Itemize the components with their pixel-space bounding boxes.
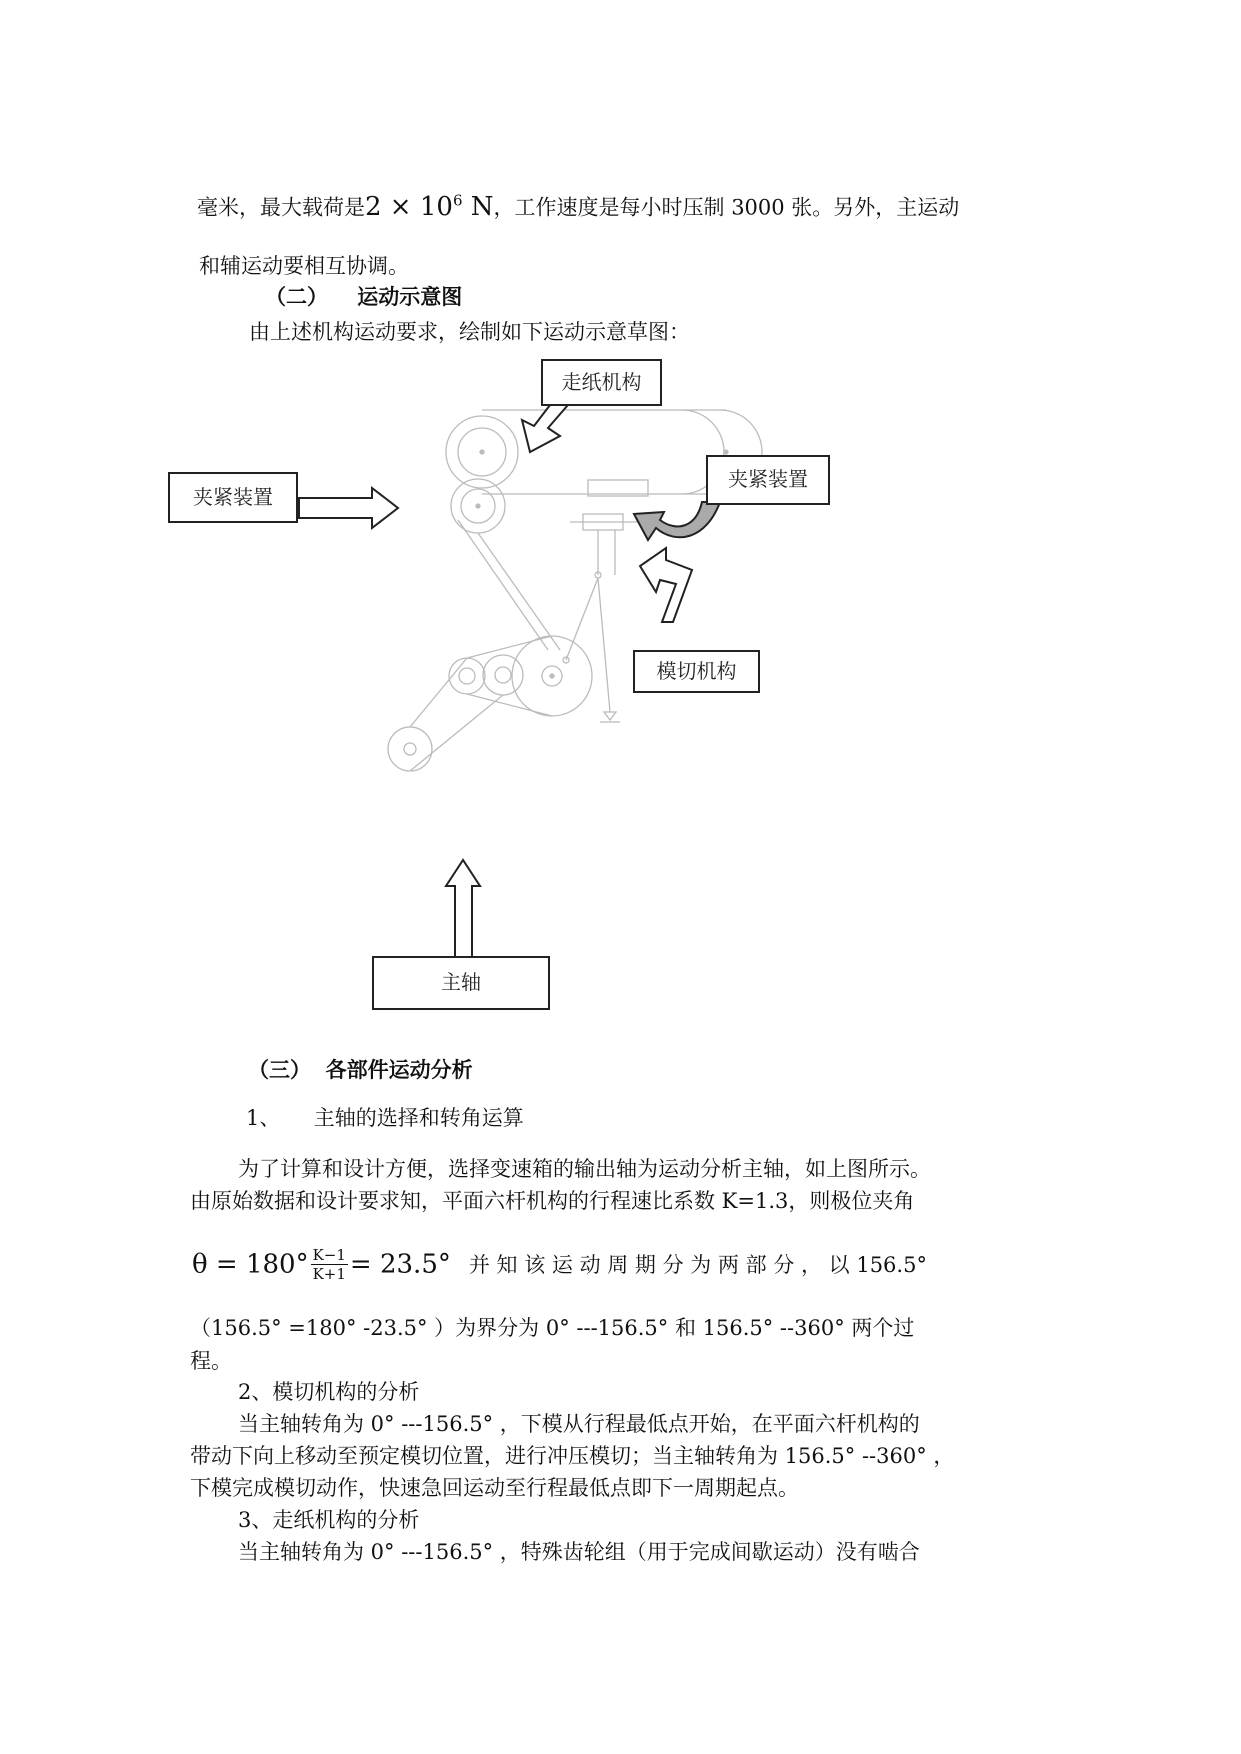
p1-line1: 为了计算和设计方便，选择变速箱的输出轴为运动分析主轴，如上图所示。 (238, 1157, 931, 1181)
section3-title: （三） 各部件运动分析 (248, 1058, 473, 1082)
text-segment: 毫米，最大载荷是 (197, 195, 365, 220)
gear-b-outer (483, 655, 523, 695)
subsection3-title: 3、走纸机构的分析 (238, 1508, 420, 1532)
main-shaft-label: 主轴 (441, 970, 481, 994)
section2-intro: 由上述机构运动要求，绘制如下运动示意草图： (249, 320, 690, 344)
main-shaft-arrow (446, 860, 480, 957)
clamp-right-label: 夹紧装置 (728, 467, 808, 491)
subsection2-title: 2、模切机构的分析 (238, 1380, 420, 1404)
formula-numerator: K−1 (312, 1246, 346, 1264)
p2-line2: 带动下向上移动至预定模切位置，进行冲压模切；当主轴转角为 156.5° --360° ， (190, 1444, 955, 1468)
para1-line2: 和辅运动要相互协调。 (199, 254, 409, 278)
load-unit: N (462, 191, 494, 222)
link-1 (458, 520, 548, 650)
die-cut-label: 模切机构 (656, 659, 737, 683)
formula-lhs: θ = 180° (192, 1249, 309, 1280)
clamp-left-label: 夹紧装置 (193, 485, 273, 509)
p2-line3: 下模完成模切动作，快速急回运动至行程最低点即下一周期起点。 (190, 1476, 799, 1500)
section2-title: （二） 运动示意图 (265, 285, 463, 309)
link-2 (566, 578, 598, 660)
p1-line2: 由原始数据和设计要求知，平面六杆机构的行程速比系数 K=1.3，则极位夹角 (190, 1189, 915, 1213)
load-base: 2 × 10 (365, 191, 453, 222)
load-exponent: 6 (452, 191, 463, 209)
link-3 (598, 578, 610, 712)
p3-line1: 当主轴转角为 0° ---156.5° ，特殊齿轮组（用于完成间歇运动）没有啮合 (238, 1540, 920, 1564)
subsection1-title: 1、 主轴的选择和转角运算 (246, 1106, 524, 1130)
die-cut-arrow (640, 548, 692, 622)
p2-line1: 当主轴转角为 0° ---156.5° ，下模从行程最低点开始，在平面六杆机构的 (238, 1412, 920, 1436)
lower-left-pulley-outer (388, 727, 432, 771)
theta-formula-line (192, 1246, 927, 1283)
clamp-left-arrow (299, 488, 398, 528)
p1-line5: 程。 (190, 1349, 232, 1373)
paper-feed-label: 走纸机构 (561, 370, 642, 394)
clamp-right-arrow (634, 502, 720, 540)
formula-rhs: = 23.5° (349, 1249, 451, 1280)
formula-fraction (311, 1246, 348, 1283)
text-segment: ，工作速度是每小时压制 3000 张。另外，主运动 (493, 195, 960, 220)
gear-a-outer (449, 658, 485, 694)
p1-line4: （156.5° =180° -23.5° ）为界分为 0° ---156.5° 和 156.5° --360° 两个过 (190, 1316, 915, 1340)
formula-denominator: K+1 (312, 1265, 346, 1283)
formula-tail-text: 并 知 该 运 动 周 期 分 为 两 部 分 ， 以 156.5° (468, 1252, 927, 1277)
